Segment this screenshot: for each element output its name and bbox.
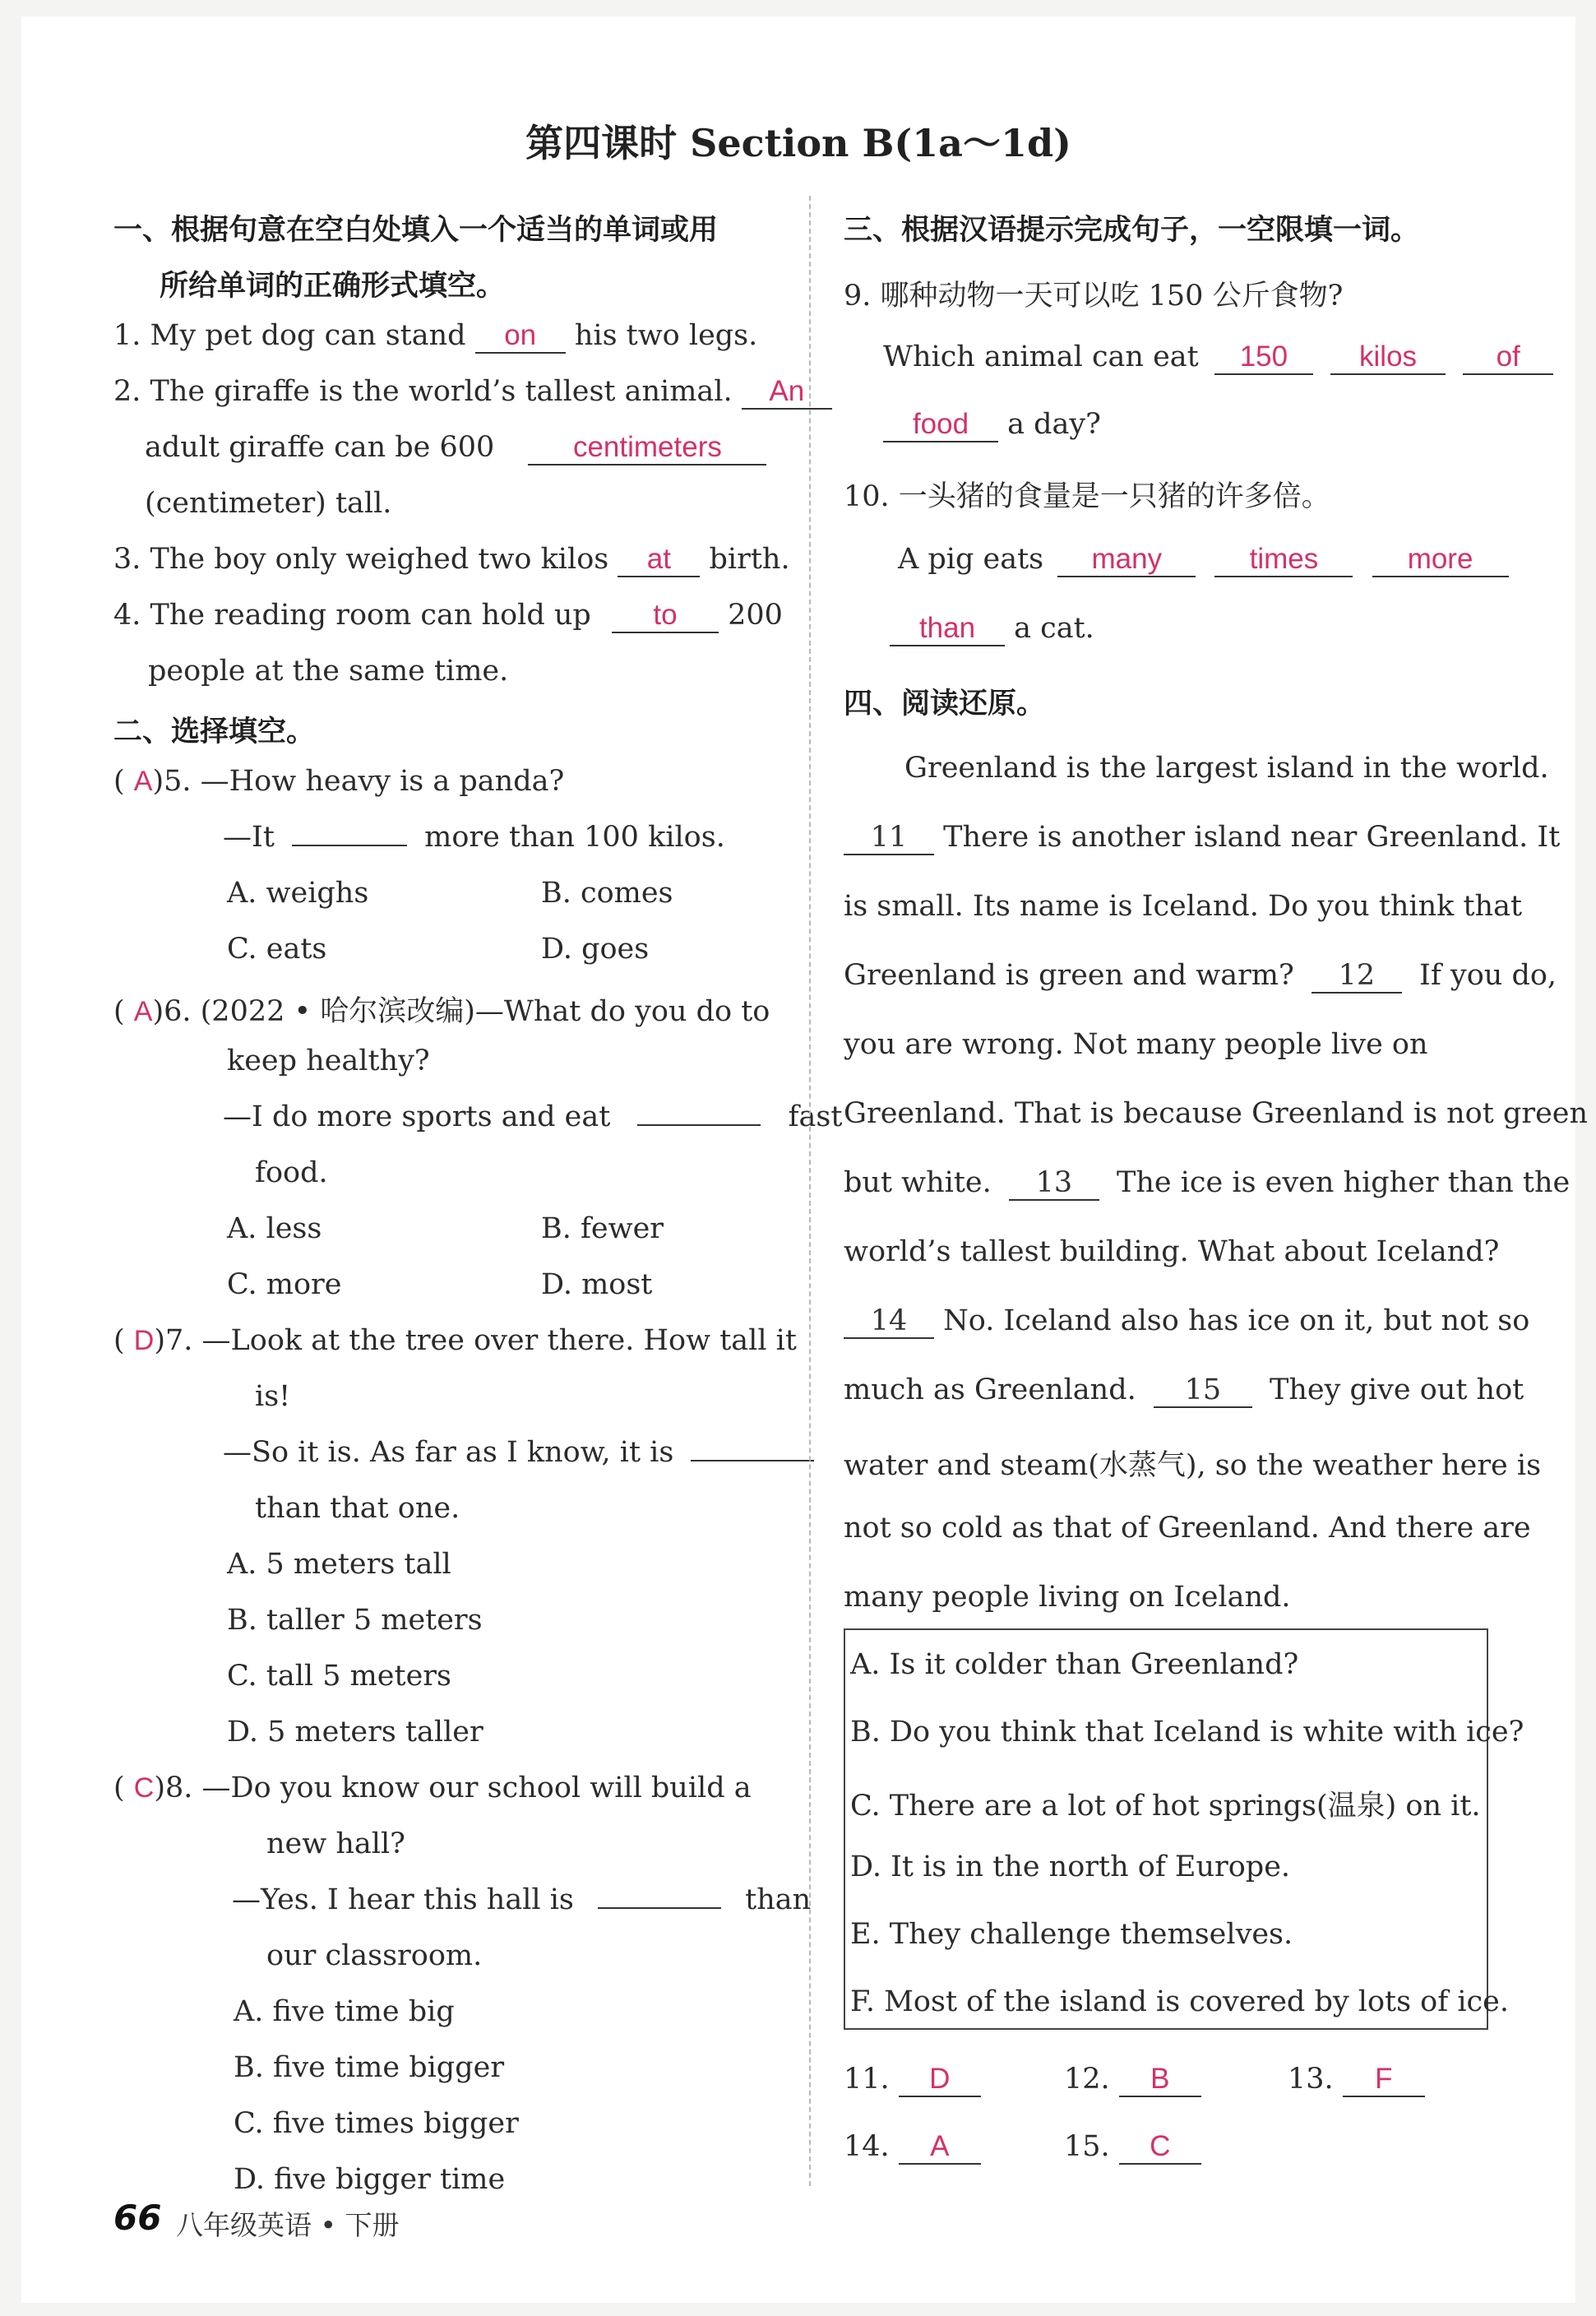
question-10: A pig eats many times more — [898, 543, 1509, 577]
choice-answer: C — [133, 1772, 155, 1804]
question-8-line2: new hall? — [266, 1827, 405, 1860]
answer-blank: at — [618, 543, 700, 577]
choice-answer: A — [133, 766, 153, 797]
answer-blank: to — [612, 599, 719, 633]
question-5: ( A)5. —How heavy is a panda? — [113, 765, 565, 798]
option-d: D. 5 meters taller — [227, 1716, 483, 1749]
passage-blank: 15 — [1154, 1373, 1252, 1408]
passage-line: is small. Its name is Iceland. Do you think that — [844, 890, 1523, 923]
answer-blank: many — [1057, 543, 1196, 577]
workbook-page — [21, 16, 1589, 2303]
answer-11: 11. D — [844, 2063, 981, 2097]
passage-line: 14 No. Iceland also has ice on it, but not so — [844, 1304, 1529, 1339]
option-d: D. most — [541, 1268, 653, 1301]
passage-blank: 11 — [844, 821, 934, 855]
question-7-line4: than that one. — [255, 1492, 460, 1525]
option-item: B. Do you think that Iceland is white with ice? — [850, 1716, 1524, 1749]
question-5-line2: —It more than 100 kilos. — [223, 821, 725, 854]
question-4-line2: people at the same time. — [148, 655, 509, 688]
part1-heading-cont: 所给单词的正确形式填空。 — [160, 270, 506, 303]
question-6-line3: —I do more sports and eat fast — [223, 1100, 843, 1133]
part2-heading: 二、选择填空。 — [113, 716, 316, 748]
part4-heading: 四、阅读还原。 — [844, 688, 1046, 720]
blank-line — [691, 1460, 814, 1461]
option-b: B. taller 5 meters — [227, 1604, 483, 1637]
passage-line: water and steam(水蒸气), so the weather here is — [844, 1449, 1542, 1482]
page-title: 第四课时 Section B(1a～1d) — [525, 121, 1071, 165]
answer-blank: than — [890, 612, 1005, 646]
passage-line: much as Greenland. 15 They give out hot — [844, 1373, 1524, 1406]
option-b: B. comes — [541, 877, 673, 910]
option-d: D. goes — [541, 933, 650, 966]
question-8: ( C)8. —Do you know our school will build a — [113, 1772, 752, 1804]
option-item: E. They challenge themselves. — [850, 1918, 1293, 1951]
answer-blank: food — [883, 408, 998, 442]
options-box — [844, 1628, 1488, 2030]
option-item: D. It is in the north of Europe. — [850, 1850, 1291, 1883]
question-10-line2: than a cat. — [890, 612, 1094, 646]
option-item: A. Is it colder than Greenland? — [850, 1648, 1299, 1681]
option-d: D. five bigger time — [234, 2163, 506, 2196]
question-6: ( A)6. (2022 • 哈尔滨改编)—What do you do to — [113, 995, 770, 1028]
answer-12: 12. B — [1064, 2063, 1201, 2097]
question-9-line2: food a day? — [883, 408, 1101, 442]
blank-line — [637, 1124, 761, 1126]
page-number: 66 — [113, 2198, 162, 2238]
question-3: 3. The boy only weighed two kilos at birth. — [113, 543, 790, 576]
choice-answer: D — [133, 1325, 155, 1356]
option-c: C. eats — [227, 933, 327, 966]
answer-blank: times — [1214, 543, 1353, 577]
question-2: 2. The giraffe is the world’s tallest animal. An — [113, 375, 832, 410]
option-item: C. There are a lot of hot springs(温泉) on it. — [850, 1790, 1481, 1823]
option-a: A. five time big — [234, 1995, 455, 2028]
answer-blank: 150 — [1214, 340, 1313, 375]
answer-blank: more — [1372, 543, 1509, 577]
blank-line — [292, 845, 407, 846]
answer-blank: An — [742, 375, 832, 410]
passage-line: Greenland is green and warm? 12 If you do, — [844, 959, 1557, 992]
option-c: C. tall 5 meters — [227, 1660, 451, 1693]
answer-blank: centimeters — [528, 431, 766, 466]
question-2-line3: (centimeter) tall. — [145, 487, 392, 520]
option-a: A. less — [227, 1212, 322, 1245]
option-b: B. fewer — [541, 1212, 664, 1245]
option-a: A. 5 meters tall — [227, 1548, 451, 1581]
column-divider — [809, 196, 811, 2186]
passage-line: world’s tallest building. What about Iceland? — [844, 1235, 1500, 1268]
answer-14: 14. A — [844, 2130, 981, 2165]
passage-line: Greenland. That is because Greenland is not green — [844, 1097, 1589, 1130]
answer-blank: kilos — [1330, 340, 1446, 375]
answer-blank: F — [1343, 2063, 1425, 2097]
answer-blank: of — [1463, 340, 1553, 375]
blank-line — [598, 1907, 721, 1909]
option-a: A. weighs — [227, 877, 369, 910]
answer-blank: B — [1119, 2063, 1201, 2097]
question-2-line2: adult giraffe can be 600 centimeters — [145, 431, 766, 466]
question-10-chinese: 10. 一头猪的食量是一只猪的许多倍。 — [844, 480, 1330, 513]
question-8-line3: —Yes. I hear this hall is than — [232, 1883, 812, 1916]
passage-line: you are wrong. Not many people live on — [844, 1028, 1428, 1061]
option-c: C. more — [227, 1268, 342, 1301]
passage-blank: 12 — [1311, 959, 1402, 994]
choice-answer: A — [133, 996, 153, 1027]
question-7-line3: —So it is. As far as I know, it is — [223, 1436, 814, 1469]
question-9-chinese: 9. 哪种动物一天可以吃 150 公斤食物? — [844, 280, 1344, 313]
question-4: 4. The reading room can hold up to 200 — [113, 599, 783, 632]
answer-15: 15. C — [1064, 2130, 1201, 2165]
answer-blank: C — [1119, 2130, 1201, 2165]
passage-blank: 13 — [1009, 1166, 1099, 1201]
passage-blank: 14 — [844, 1304, 934, 1339]
part3-heading: 三、根据汉语提示完成句子，一空限填一词。 — [844, 214, 1420, 247]
question-1: 1. My pet dog can stand on his two legs. — [113, 319, 758, 352]
option-c: C. five times bigger — [234, 2107, 519, 2140]
answer-blank: A — [899, 2130, 981, 2165]
option-b: B. five time bigger — [234, 2051, 505, 2084]
question-9: Which animal can eat 150 kilos of — [883, 340, 1553, 375]
part1-heading: 一、根据句意在空白处填入一个适当的单词或用 — [113, 214, 719, 247]
question-7: ( D)7. —Look at the tree over there. How tall it — [113, 1324, 797, 1357]
passage-line: 11 There is another island near Greenland. It — [844, 821, 1560, 855]
question-8-line4: our classroom. — [266, 1939, 483, 1972]
question-7-line2: is! — [255, 1380, 291, 1413]
question-6-line2: keep healthy? — [227, 1045, 430, 1077]
passage-line: many people living on Iceland. — [844, 1581, 1291, 1614]
book-title: 八年级英语 • 下册 — [176, 2209, 400, 2241]
answer-13: 13. F — [1288, 2063, 1425, 2097]
passage-line: but white. 13 The ice is even higher than the — [844, 1166, 1571, 1199]
option-item: F. Most of the island is covered by lots of ice. — [850, 1985, 1509, 2018]
passage-line: Greenland is the largest island in the world. — [904, 752, 1549, 785]
answer-blank: on — [475, 319, 566, 354]
passage-line: not so cold as that of Greenland. And there are — [844, 1512, 1531, 1545]
question-6-line4: food. — [255, 1156, 328, 1189]
answer-blank: D — [899, 2063, 981, 2097]
